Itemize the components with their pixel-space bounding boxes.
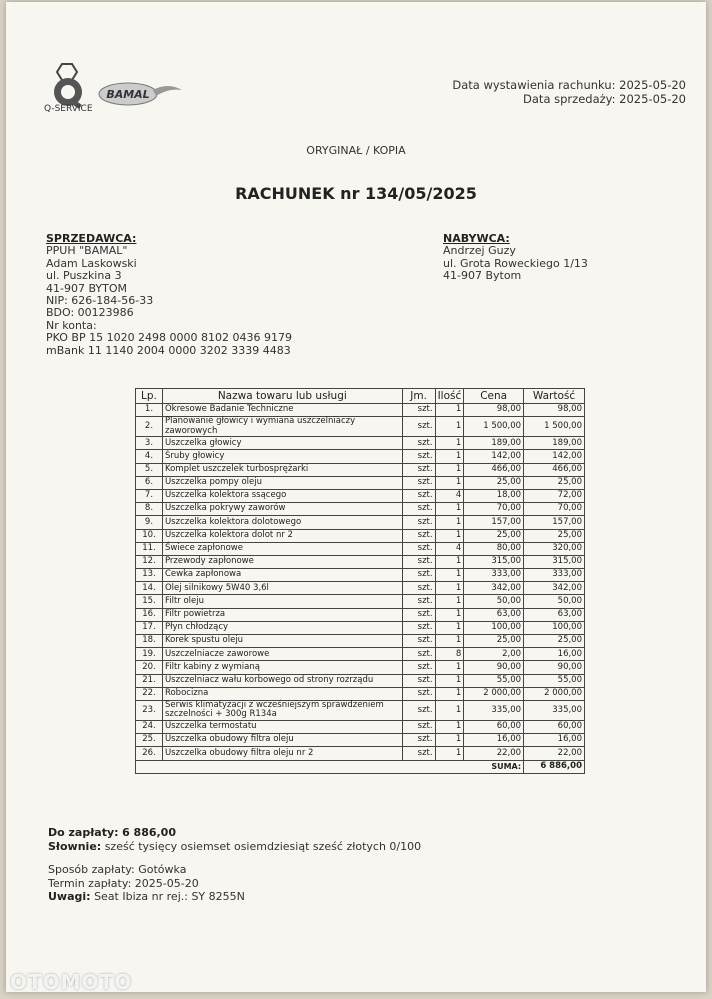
qty-cell: 1 xyxy=(435,450,464,463)
value-cell: 2 000,00 xyxy=(524,687,585,700)
qty-cell: 1 xyxy=(435,463,464,476)
unit-cell: szt. xyxy=(402,450,435,463)
lp-cell: 19. xyxy=(136,648,163,661)
price-cell: 335,00 xyxy=(464,700,524,720)
lp-cell: 3. xyxy=(136,437,163,450)
lp-cell: 24. xyxy=(136,720,163,733)
value-cell: 25,00 xyxy=(524,529,585,542)
table-row xyxy=(136,516,585,529)
name-cell: Przewody zapłonowe xyxy=(162,555,402,568)
amount-in-words-line xyxy=(48,840,421,854)
name-cell: Świece zapłonowe xyxy=(162,542,402,555)
price-cell: 1 500,00 xyxy=(464,417,524,437)
table-row xyxy=(136,720,585,733)
otomoto-watermark: OTOMOTO xyxy=(10,970,133,994)
table-row xyxy=(136,569,585,582)
seller-line: Nr konta: xyxy=(46,318,97,332)
unit-cell: szt. xyxy=(402,476,435,489)
name-cell: Płyn chłodzący xyxy=(162,621,402,634)
qty-cell: 1 xyxy=(435,437,464,450)
name-cell: Filtr kabiny z wymianą xyxy=(162,661,402,674)
seller-header: SPRZEDAWCA: xyxy=(46,232,137,245)
price-cell: 16,00 xyxy=(464,734,524,747)
buyer-line: 41-907 Bytom xyxy=(443,269,522,283)
buyer-line: Andrzej Guzy xyxy=(443,244,516,258)
price-cell: 157,00 xyxy=(464,516,524,529)
buyer-line: ul. Grota Roweckiego 1/13 xyxy=(443,256,588,270)
name-cell: Śruby głowicy xyxy=(162,450,402,463)
name-cell: Komplet uszczelek turbosprężarki xyxy=(162,463,402,476)
qty-cell: 1 xyxy=(435,569,464,582)
seller-line: PPUH "BAMAL" xyxy=(46,244,128,258)
seller-line: PKO BP 15 1020 2498 0000 8102 0436 9179 xyxy=(46,331,293,345)
qty-cell: 1 xyxy=(435,720,464,733)
price-cell: 63,00 xyxy=(464,608,524,621)
to-pay-value: 6 886,00 xyxy=(122,826,176,839)
table-row xyxy=(136,582,585,595)
lp-cell: 14. xyxy=(136,582,163,595)
to-pay-line xyxy=(48,826,421,840)
value-cell: 189,00 xyxy=(524,437,585,450)
qty-cell: 4 xyxy=(435,489,464,502)
buyer-header: NABYWCA: xyxy=(443,232,510,245)
lp-cell: 11. xyxy=(136,542,163,555)
unit-cell: szt. xyxy=(402,555,435,568)
qty-cell: 1 xyxy=(435,582,464,595)
name-cell: Uszczelka kolektora dolotowego xyxy=(162,516,402,529)
qty-cell: 1 xyxy=(435,476,464,489)
price-cell: 22,00 xyxy=(464,747,524,760)
qty-cell: 1 xyxy=(435,635,464,648)
unit-cell: szt. xyxy=(402,404,435,417)
qty-cell: 4 xyxy=(435,542,464,555)
seller-line: 41-907 BYTOM xyxy=(46,281,127,295)
lp-cell: 12. xyxy=(136,555,163,568)
lp-cell: 26. xyxy=(136,747,163,760)
name-cell: Uszczelka głowicy xyxy=(162,437,402,450)
qty-cell: 1 xyxy=(435,687,464,700)
table-row xyxy=(136,635,585,648)
name-cell: Uszczelka obudowy filtra oleju xyxy=(162,734,402,747)
lp-cell: 15. xyxy=(136,595,163,608)
value-cell: 335,00 xyxy=(524,700,585,720)
price-cell: 55,00 xyxy=(464,674,524,687)
price-cell: 25,00 xyxy=(464,476,524,489)
unit-cell: szt. xyxy=(402,720,435,733)
lp-cell: 10. xyxy=(136,529,163,542)
qty-cell: 1 xyxy=(435,608,464,621)
unit-cell: szt. xyxy=(402,463,435,476)
price-cell: 2,00 xyxy=(464,648,524,661)
notes-label: Uwagi: xyxy=(48,890,91,903)
qty-cell: 1 xyxy=(435,503,464,516)
price-cell: 342,00 xyxy=(464,582,524,595)
q-service-label: Q-SERVICE xyxy=(44,104,93,114)
value-cell: 142,00 xyxy=(524,450,585,463)
table-row xyxy=(136,674,585,687)
value-cell: 50,00 xyxy=(524,595,585,608)
name-cell: Okresowe Badanie Techniczne xyxy=(162,404,402,417)
seller-line: ul. Puszkina 3 xyxy=(46,269,122,283)
value-cell: 22,00 xyxy=(524,747,585,760)
table-row xyxy=(136,476,585,489)
price-cell: 189,00 xyxy=(464,437,524,450)
lp-cell: 18. xyxy=(136,635,163,648)
qty-cell: 1 xyxy=(435,404,464,417)
unit-cell: szt. xyxy=(402,582,435,595)
unit-cell: szt. xyxy=(402,516,435,529)
table-row xyxy=(136,734,585,747)
name-cell: Planowanie głowicy i wymiana uszczelniaczy zaworowych xyxy=(162,417,402,437)
amount-in-words-value: sześć tysięcy osiemset osiemdziesiąt sześć złotych 0/100 xyxy=(104,839,422,853)
lp-cell: 1. xyxy=(136,404,163,417)
name-cell: Uszczelka kolektora ssącego xyxy=(162,489,402,502)
sum-label: SUMA: xyxy=(136,760,524,773)
name-cell: Uszczelka kolektora dolot nr 2 xyxy=(162,529,402,542)
unit-cell: szt. xyxy=(402,529,435,542)
name-cell: Uszczelniacze zaworowe xyxy=(162,648,402,661)
qty-cell: 1 xyxy=(435,661,464,674)
unit-cell: szt. xyxy=(402,595,435,608)
items-table-body xyxy=(136,404,585,761)
seller-block xyxy=(46,233,292,357)
table-row xyxy=(136,417,585,437)
lp-cell: 16. xyxy=(136,608,163,621)
to-pay-label: Do zapłaty: xyxy=(48,826,119,839)
unit-cell: szt. xyxy=(402,747,435,760)
price-cell: 142,00 xyxy=(464,450,524,463)
unit-cell: szt. xyxy=(402,542,435,555)
table-row xyxy=(136,404,585,417)
lp-cell: 23. xyxy=(136,700,163,720)
table-row xyxy=(136,621,585,634)
unit-cell: szt. xyxy=(402,608,435,621)
name-cell: Uszczelka obudowy filtra oleju nr 2 xyxy=(162,747,402,760)
bamal-logo-text: BAMAL xyxy=(106,88,150,101)
column-header-price: Cena xyxy=(464,389,524,404)
unit-cell: szt. xyxy=(402,700,435,720)
column-header-unit: Jm. xyxy=(402,389,435,404)
unit-cell: szt. xyxy=(402,569,435,582)
table-row xyxy=(136,503,585,516)
unit-cell: szt. xyxy=(402,661,435,674)
unit-cell: szt. xyxy=(402,734,435,747)
name-cell: Filtr powietrza xyxy=(162,608,402,621)
value-cell: 342,00 xyxy=(524,582,585,595)
name-cell: Uszczelka termostatu xyxy=(162,720,402,733)
column-header-qty: Ilość xyxy=(435,389,464,404)
price-cell: 50,00 xyxy=(464,595,524,608)
value-cell: 16,00 xyxy=(524,734,585,747)
notes-line xyxy=(48,890,421,904)
name-cell: Filtr oleju xyxy=(162,595,402,608)
unit-cell: szt. xyxy=(402,503,435,516)
qty-cell: 1 xyxy=(435,621,464,634)
qty-cell: 1 xyxy=(435,734,464,747)
qty-cell: 1 xyxy=(435,516,464,529)
name-cell: Uszczelka pompy oleju xyxy=(162,476,402,489)
lp-cell: 21. xyxy=(136,674,163,687)
value-cell: 98,00 xyxy=(524,404,585,417)
table-row xyxy=(136,463,585,476)
price-cell: 18,00 xyxy=(464,489,524,502)
unit-cell: szt. xyxy=(402,621,435,634)
qty-cell: 8 xyxy=(435,648,464,661)
table-row xyxy=(136,687,585,700)
name-cell: Uszczelniacz wału korbowego od strony rozrządu xyxy=(162,674,402,687)
name-cell: Robocizna xyxy=(162,687,402,700)
lp-cell: 20. xyxy=(136,661,163,674)
lp-cell: 6. xyxy=(136,476,163,489)
column-header-value: Wartość xyxy=(524,389,585,404)
price-cell: 466,00 xyxy=(464,463,524,476)
qty-cell: 1 xyxy=(435,747,464,760)
invoice-title: RACHUNEK nr 134/05/2025 xyxy=(235,184,477,203)
qty-cell: 1 xyxy=(435,555,464,568)
value-cell: 25,00 xyxy=(524,476,585,489)
table-row xyxy=(136,595,585,608)
value-cell: 90,00 xyxy=(524,661,585,674)
lp-cell: 25. xyxy=(136,734,163,747)
table-row xyxy=(136,437,585,450)
table-header-row xyxy=(136,389,585,404)
qty-cell: 1 xyxy=(435,700,464,720)
value-cell: 315,00 xyxy=(524,555,585,568)
seller-line: Adam Laskowski xyxy=(46,256,137,270)
buyer-block xyxy=(443,233,588,283)
notes-value: Seat Ibiza nr rej.: SY 8255N xyxy=(94,890,245,903)
value-cell: 333,00 xyxy=(524,569,585,582)
price-cell: 315,00 xyxy=(464,555,524,568)
price-cell: 25,00 xyxy=(464,635,524,648)
qty-cell: 1 xyxy=(435,674,464,687)
value-cell: 25,00 xyxy=(524,635,585,648)
sum-row xyxy=(136,760,585,773)
table-row xyxy=(136,700,585,720)
unit-cell: szt. xyxy=(402,489,435,502)
unit-cell: szt. xyxy=(402,635,435,648)
table-row xyxy=(136,555,585,568)
payment-method: Sposób zapłaty: Gotówka xyxy=(48,863,187,876)
price-cell: 333,00 xyxy=(464,569,524,582)
name-cell: Serwis klimatyzacji z wcześniejszym sprawdzeniem szczelności + 300g R134a xyxy=(162,700,402,720)
value-cell: 72,00 xyxy=(524,489,585,502)
unit-cell: szt. xyxy=(402,417,435,437)
sum-value: 6 886,00 xyxy=(524,760,585,773)
items-table xyxy=(135,388,585,774)
table-row xyxy=(136,450,585,463)
table-row xyxy=(136,648,585,661)
price-cell: 70,00 xyxy=(464,503,524,516)
price-cell: 60,00 xyxy=(464,720,524,733)
value-cell: 320,00 xyxy=(524,542,585,555)
payment-summary xyxy=(48,826,421,904)
qty-cell: 1 xyxy=(435,595,464,608)
lp-cell: 7. xyxy=(136,489,163,502)
lp-cell: 22. xyxy=(136,687,163,700)
sale-date: Data sprzedaży: 2025-05-20 xyxy=(523,92,686,106)
lp-cell: 5. xyxy=(136,463,163,476)
value-cell: 16,00 xyxy=(524,648,585,661)
name-cell: Uszczelka pokrywy zaworów xyxy=(162,503,402,516)
value-cell: 100,00 xyxy=(524,621,585,634)
seller-line: mBank 11 1140 2004 0000 3202 3339 4483 xyxy=(46,343,291,357)
table-row xyxy=(136,542,585,555)
price-cell: 98,00 xyxy=(464,404,524,417)
issue-date: Data wystawienia rachunku: 2025-05-20 xyxy=(452,78,686,92)
value-cell: 70,00 xyxy=(524,503,585,516)
payment-due: Termin zapłaty: 2025-05-20 xyxy=(48,876,199,890)
amount-in-words-label: Słownie: xyxy=(48,839,102,853)
column-header-name: Nazwa towaru lub usługi xyxy=(162,389,402,404)
price-cell: 2 000,00 xyxy=(464,687,524,700)
lp-cell: 9. xyxy=(136,516,163,529)
price-cell: 100,00 xyxy=(464,621,524,634)
name-cell: Olej silnikowy 5W40 3,6l xyxy=(162,582,402,595)
table-row xyxy=(136,489,585,502)
name-cell: Korek spustu oleju xyxy=(162,635,402,648)
bamal-logo xyxy=(98,80,182,108)
lp-cell: 17. xyxy=(136,621,163,634)
invoice-dates xyxy=(452,78,686,106)
lp-cell: 4. xyxy=(136,450,163,463)
table-row xyxy=(136,661,585,674)
column-header-lp: Lp. xyxy=(136,389,163,404)
table-row xyxy=(136,747,585,760)
lp-cell: 2. xyxy=(136,417,163,437)
value-cell: 55,00 xyxy=(524,674,585,687)
price-cell: 80,00 xyxy=(464,542,524,555)
lp-cell: 8. xyxy=(136,503,163,516)
value-cell: 466,00 xyxy=(524,463,585,476)
seller-line: BDO: 00123986 xyxy=(46,306,134,320)
unit-cell: szt. xyxy=(402,674,435,687)
unit-cell: szt. xyxy=(402,437,435,450)
value-cell: 157,00 xyxy=(524,516,585,529)
table-row xyxy=(136,529,585,542)
unit-cell: szt. xyxy=(402,687,435,700)
price-cell: 90,00 xyxy=(464,661,524,674)
value-cell: 60,00 xyxy=(524,720,585,733)
seller-line: NIP: 626-184-56-33 xyxy=(46,294,154,308)
value-cell: 1 500,00 xyxy=(524,417,585,437)
table-row xyxy=(136,608,585,621)
lp-cell: 13. xyxy=(136,569,163,582)
qty-cell: 1 xyxy=(435,529,464,542)
unit-cell: szt. xyxy=(402,648,435,661)
qty-cell: 1 xyxy=(435,417,464,437)
value-cell: 63,00 xyxy=(524,608,585,621)
name-cell: Cewka zapłonowa xyxy=(162,569,402,582)
original-copy-label: ORYGINAŁ / KOPIA xyxy=(306,144,406,157)
price-cell: 25,00 xyxy=(464,529,524,542)
